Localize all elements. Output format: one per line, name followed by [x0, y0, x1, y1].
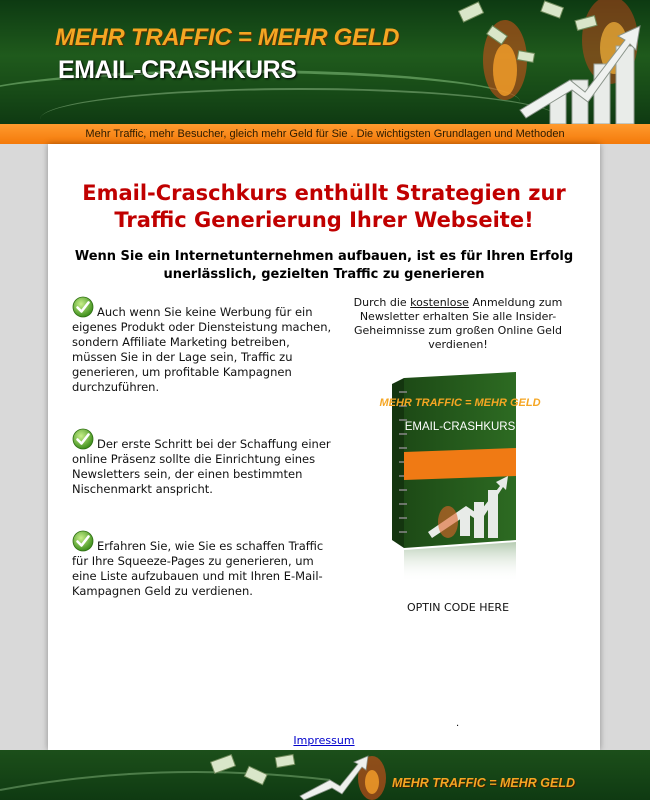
feature-text: Der erste Schritt bei der Schaffung einer online Präsenz sollte die Einrichtung eines Newsletters sein, der einen bestimmten Nischenmarkt anspricht.: [72, 437, 331, 496]
impressum-link[interactable]: Impressum: [293, 734, 355, 747]
check-icon: [72, 296, 94, 318]
header: [0, 0, 650, 124]
check-icon: [72, 428, 94, 450]
tagline-banner: Mehr Traffic, mehr Besucher, gleich mehr Geld für Sie . Die wichtigsten Grundlagen und Methoden: [0, 124, 650, 144]
feature-text: Erfahren Sie, wie Sie es schaffen Traffic für Ihre Squeeze-Pages zu generieren, um eine Liste aufzubauen und mit Ihren E-Mail-Kampagnen Geld zu verdienen.: [72, 539, 324, 598]
footer-graphic: [0, 750, 650, 800]
money-icon: [211, 755, 295, 785]
header-title: MEHR TRAFFIC = MEHR GELD: [55, 24, 400, 51]
main-content: [48, 144, 600, 750]
page-subheadline: Wenn Sie ein Internetunternehmen aufbauen, ist es für Ihren Erfolg unerlässlich, gezielten Traffic zu generieren: [74, 249, 574, 282]
feature-item: [72, 530, 332, 599]
signup-text: [338, 296, 578, 352]
growth-chart-icon: [400, 0, 650, 124]
check-icon: [72, 530, 94, 552]
dot-text: .: [456, 718, 460, 729]
feature-item: [72, 296, 332, 395]
ebook-cover: [379, 372, 541, 582]
ebook-title: MEHR TRAFFIC = MEHR GELD: [379, 397, 541, 409]
signup-text-after: Anmeldung zum Newsletter erhalten Sie alle Insider-Geheimnisse zum großen Online Geld verdienen!: [354, 296, 563, 351]
optin-form-placeholder: OPTIN CODE HERE: [406, 601, 510, 614]
signup-text-before: Durch die: [353, 296, 411, 309]
ebook-subtitle: EMAIL-CRASHKURS: [404, 421, 516, 433]
page-headline: Email-Craschkurs enthüllt Strategien zur Traffic Generierung Ihrer Webseite!: [82, 181, 566, 232]
feature-item: [72, 428, 332, 497]
money-icon: [458, 1, 596, 62]
footer-title: MEHR TRAFFIC = MEHR GELD: [392, 776, 575, 790]
feature-text: Auch wenn Sie keine Werbung für ein eigenes Produkt oder Diensteistung machen, sondern Affiliate Marketing betreiben, müssen Sie in der Lage sein, Traffic zu generieren, um profitable Kampagnen durchzuführen.: [72, 305, 332, 394]
header-subtitle: EMAIL-CRASHKURS: [58, 56, 297, 84]
signup-highlight: kostenlose: [410, 296, 469, 309]
footer: [0, 750, 650, 800]
